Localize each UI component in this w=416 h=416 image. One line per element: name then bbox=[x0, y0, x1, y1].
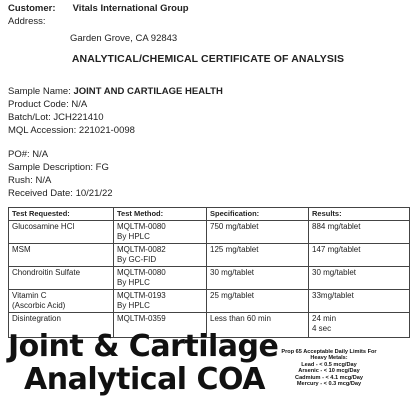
cell-method: MQLTM-0080 By HPLC bbox=[114, 221, 207, 244]
cell-spec: 125 mg/tablet bbox=[207, 244, 309, 267]
table-row bbox=[9, 244, 410, 267]
cell-method: MQLTM-0193 By HPLC bbox=[114, 290, 207, 313]
cell-spec: 25 mg/tablet bbox=[207, 290, 309, 313]
header-method: Test Method: bbox=[114, 208, 207, 221]
received-date: Received Date: 10/21/22 bbox=[8, 188, 113, 199]
table-row bbox=[9, 290, 410, 313]
cell-result: 884 mg/tablet bbox=[309, 221, 410, 244]
cell-spec: 30 mg/tablet bbox=[207, 267, 309, 290]
cell-result: 30 mg/tablet bbox=[309, 267, 410, 290]
table-row bbox=[9, 221, 410, 244]
table-header-row bbox=[9, 208, 410, 221]
batch-lot: Batch/Lot: JCH221410 bbox=[8, 112, 104, 123]
cell-method: MQLTM-0082 By GC-FID bbox=[114, 244, 207, 267]
banner-line-1: Joint & Cartilage bbox=[8, 329, 279, 364]
sample-info bbox=[8, 85, 223, 200]
coa-banner bbox=[8, 330, 278, 396]
cell-result: 24 min 4 sec bbox=[309, 313, 410, 338]
customer-label: Customer: bbox=[8, 3, 56, 14]
mql-accession: MQL Accession: 221021-0098 bbox=[8, 125, 135, 136]
address-row bbox=[8, 15, 189, 28]
cell-spec: Less than 60 min bbox=[207, 313, 309, 338]
product-code: Product Code: N/A bbox=[8, 99, 88, 110]
cell-test: Glucosamine HCl bbox=[9, 221, 114, 244]
rush: Rush: N/A bbox=[8, 175, 52, 186]
cell-test: Vitamin C (Ascorbic Acid) bbox=[9, 290, 114, 313]
header-result: Results: bbox=[309, 208, 410, 221]
cell-result: 147 mg/tablet bbox=[309, 244, 410, 267]
address-label: Address: bbox=[8, 16, 46, 27]
cell-test: MSM bbox=[9, 244, 114, 267]
cell-method: MQLTM-0359 bbox=[114, 313, 207, 338]
cell-test: Chondroitin Sulfate bbox=[9, 267, 114, 290]
limit-mercury: Mercury - < 0.3 mcg/Day bbox=[296, 381, 362, 388]
header-spec: Specification: bbox=[207, 208, 309, 221]
address-line: Garden Grove, CA 92843 bbox=[70, 33, 178, 44]
cell-method: MQLTM-0080 By HPLC bbox=[114, 267, 207, 290]
sample-name-label: Sample Name: bbox=[8, 86, 71, 97]
customer-block bbox=[8, 2, 189, 45]
cell-test: Disintegration bbox=[9, 313, 114, 338]
results-table bbox=[8, 207, 410, 338]
sample-name-row bbox=[8, 85, 223, 98]
limits-heading-1: Prop 65 Acceptable Daily Limits For bbox=[281, 349, 377, 355]
sample-description: Sample Description: FG bbox=[8, 162, 109, 173]
customer-value: Vitals International Group bbox=[72, 3, 189, 14]
document-title: ANALYTICAL/CHEMICAL CERTIFICATE OF ANALYSIS bbox=[71, 53, 345, 65]
customer-row bbox=[8, 2, 189, 15]
limit-arsenic: Arsenic - < 10 mcg/Day bbox=[298, 368, 360, 375]
cell-result: 33mg/tablet bbox=[309, 290, 410, 313]
po-number: PO#: N/A bbox=[8, 149, 49, 160]
table-row bbox=[9, 267, 410, 290]
banner-line-2: Analytical COA bbox=[24, 362, 265, 397]
header-test: Test Requested: bbox=[9, 208, 114, 221]
limits-heading-2: Heavy Metals: bbox=[310, 355, 348, 362]
sample-name-value: JOINT AND CARTILAGE HEALTH bbox=[73, 86, 223, 97]
limit-cadmium: Cadmium - < 4.1 mcg/Day bbox=[295, 374, 363, 381]
cell-spec: 750 mg/tablet bbox=[207, 221, 309, 244]
limit-lead: Lead - < 0.5 mcg/Day bbox=[301, 361, 357, 368]
heavy-metals-limits bbox=[270, 349, 388, 387]
